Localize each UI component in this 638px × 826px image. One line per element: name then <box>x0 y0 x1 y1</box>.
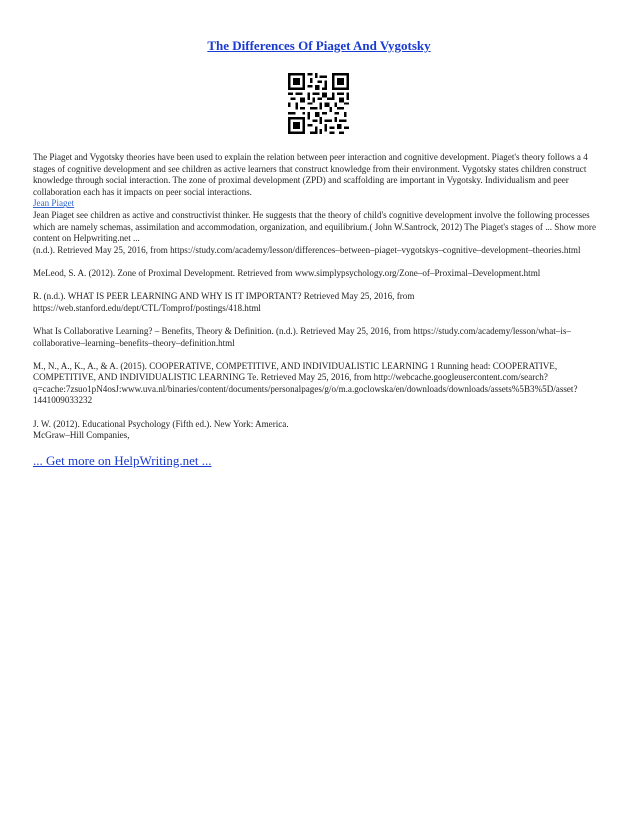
document-title-link[interactable]: The Differences Of Piaget And Vygotsky <box>207 38 431 53</box>
reference-mcgraw-hill: McGraw–Hill Companies, <box>33 430 130 441</box>
piaget-paragraph: Jean Piaget see children as active and constructivist thinker. He suggests that the theory of child's cognitive development involve the following processes which are namely schemas, assimilation and accommodation, organization, and equilibrium.( John W.Santrock, 2012) The Piaget's stages of ... Show more content on Helpwriting.net ... <box>33 209 596 244</box>
reference-mcleod: MeLeod, S. A. (2012). Zone of Proximal Development. Retrieved from www.simplypsychology.org/Zone–of–Proximal–Development.html <box>33 267 541 278</box>
reference-collaborative: What Is Collaborative Learning? – Benefits, Theory & Definition. (n.d.). Retrieved May 25, 2016, from https://study.com/academy/lesson/what–is–collaborative–learning–benefits–theory–definition.html <box>33 325 571 348</box>
document-body <box>33 152 607 469</box>
qr-code-icon <box>288 73 349 134</box>
get-more-link[interactable]: ... Get more on HelpWriting.net ... <box>33 452 212 468</box>
reference-study-com: (n.d.). Retrieved May 25, 2016, from https://study.com/academy/lesson/differences–between–piaget–vygotskys–cognitive–development–theories.html <box>33 244 581 255</box>
reference-stanford: R. (n.d.). WHAT IS PEER LEARNING AND WHY IS IT IMPORTANT? Retrieved May 25, 2016, from https://web.stanford.edu/dept/CTL/Tomprof/postings/418.html <box>33 291 415 313</box>
intro-paragraph: The Piaget and Vygotsky theories have been used to explain the relation between peer interaction and cognitive development. Piaget's theory follows a 4 stages of cognitive development and see children as active learners that construct knowledge from their environment. Vygotsky states children construct knowledge through social interaction. The zone of proximal development (ZPD) and scaffolding are important in Vygotsky. Individualism and peer collaboration each has it impacts on peer social interactions. <box>33 152 588 197</box>
reference-cooperative: M., N., A., K., A., & A. (2015). COOPERATIVE, COMPETITIVE, AND INDIVIDUALISTIC LEARNING 1 Running head: COOPERATIVE, COMPETITIVE, AND INDIVIDUALISTIC LEARNING Te. Retrieved May 25, 2016, from http://webcache.googleusercontent.com/search?q=cache:7zsuo1pN4osJ:www.uva.nl/binaries/content/documents/personalpages/g/o/m.a.goclowska/en/downloads/downloads/assets%5B3%5D/asset?1441009033232 <box>33 360 578 406</box>
reference-educational-psychology: J. W. (2012). Educational Psychology (Fifth ed.). New York: America. <box>33 418 289 429</box>
jean-piaget-link[interactable]: Jean Piaget <box>33 198 75 209</box>
